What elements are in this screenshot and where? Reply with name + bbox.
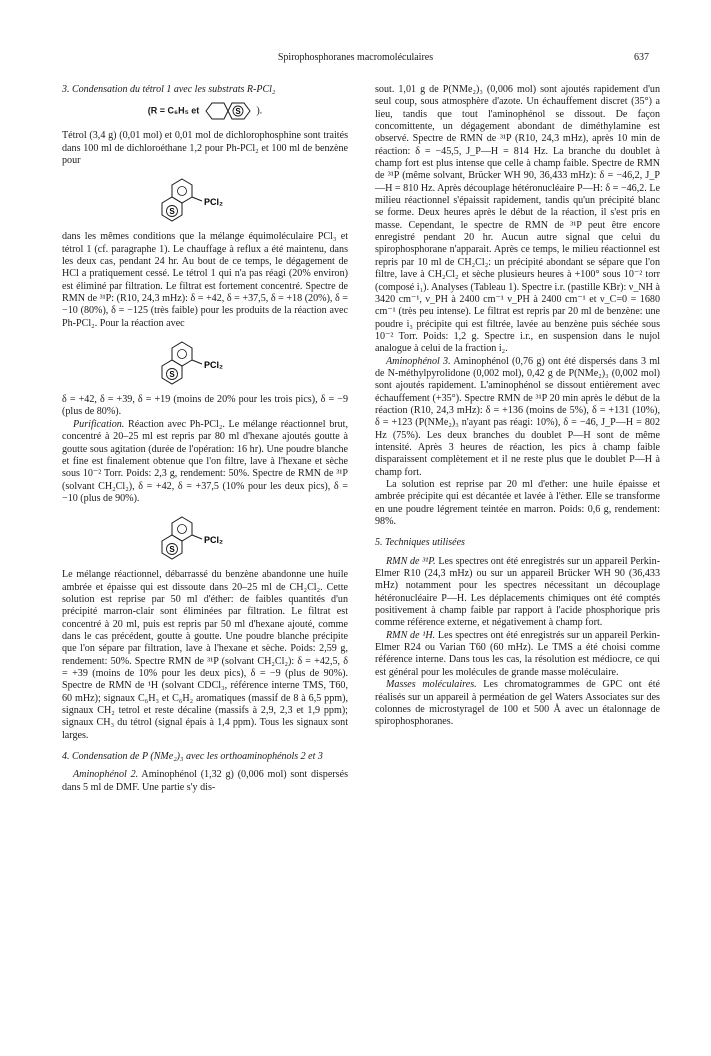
paragraph: RMN de ³¹P. Les spectres ont été enregistrés sur un appareil Perkin-Elmer R10 (24,3 mHz) ou sur un appareil Brücker WH 90 (36,433 mHz) notamment pour les spectres nécessitant un découplage hétéronucléaire P—H. Les déplacements chimiques ont été comptés positivement à champ faible par rapport à l'acide phosphorique pris comme référence externe, et négativement à champ fort. [375,555,660,629]
svg-text:PCl₂: PCl₂ [204,197,224,208]
paragraph: Masses moléculaires. Les chromatogrammes de GPC ont été réalisés sur un appareil à perméation de gel Waters Associates sur des colonnes de microstyragel de 100 et 500 Å avec un étalonnage de spirophosphoranes. [375,679,661,728]
structure-diagram [150,173,260,225]
page-number: 637 [634,52,649,63]
structure-diagram [150,511,260,563]
substituent-formula: (R = C₆H₅ et S ). [62,100,348,122]
paragraph: Le mélange réactionnel, débarrassé du benzène abandonne une huile ambrée et épaisse qui est dissoute dans 20–25 ml de CH₂Cl₂. Cette solution est reprise par 50 ml d'éther: de faibles quantités d'un précipité marron-clair sont éliminées par filtration. Le filtrat est concentré à 20 ml, puis est repris par 50 ml d'hexane ajouté, comme dans le cas précédent, goutte à goutte. Une poudre blanche précipite que l'on sépare par filtration, lave à l'hexane et sèche. Poids: 2,59 g, rendement: 50%. Spectre RMN de ³¹P (solvant CH₂Cl₂): δ = +42,5, δ = +39 (moins de 10% pour les deux pics), δ = −9 (plus de 90%). Spectre de RMN de ¹H (solvant CDCl₃, référence interne TMS, T60, 60 mHz); signaux C₆H₃ et C₆H₂ aromatiques (massif de 8 à 6,5 ppm), signaux CH₂ tetrol et reste décaline (massifs à 2,9, 2,3 et 1,9 ppm); signaux CH₃ du tétrol (signal épais à 1,4 ppm). Tous les signaux sont larges. [62,569,348,741]
right-column [375,84,660,729]
structure-diagram [150,336,260,388]
paragraph: La solution est reprise par 20 ml d'ether: une huile épaisse et ambrée précipite qui est décantée et lavée à l'èther. Elle se transforme en une poudre légrement teintée en marron. Poids: 0,6 g, rendement: 98%. [375,479,660,528]
paragraph: RMN de ¹H. Les spectres ont été enregistrés sur un appareil Perkin-Elmer R24 ou Varian T60 (60 mHz). Le TMS a été choisi comme référence interne. Dans tous les cas, la résolution est médiocre, ce qui est général pour les molécules de grande masse moléculaire. [375,629,660,678]
svg-text:PCl₂: PCl₂ [204,360,224,371]
svg-text:PCl₂: PCl₂ [204,535,224,546]
paragraph: Aminophénol 2. Aminophénol (1,32 g) (0,006 mol) sont dispersés dans 5 ml de DMF. Une partie s'y dis- [62,769,348,793]
section-3-heading: 3. Condensation du tétrol 1 avec les substrats R-PCl₂ [62,84,276,95]
page-header [0,52,711,68]
section-4-heading: 4. Condensation de P (NMe₂)₃ avec les orthoaminophénols 2 et 3 [62,751,323,763]
paragraph: Tétrol (3,4 g) (0,01 mol) et 0,01 mol de dichlorophosphine sont traités dans 100 ml de dichloroéthane 1,2 pour Ph-PCl₂ et 100 ml de benzène pour [62,130,348,167]
paragraph: sout. 1,01 g de P(NMe₂)₃ (0,006 mol) sont ajoutés rapidement d'un seul coup, sous atmosphère d'azote. Un échauffement discret (35°) a lieu, tandis que tout l'aminophénol se dissout. De façon concomittente, un dégagement abondant de diméthylamine est observé. Spectre de RMN de ³¹P (R10, 24,3 mHz), après 10 min de réaction: δ = −45,5, J_P—H = 814 Hz. La branche du doublet à champ fort est plus intense que celle à champ faible. Spectre de RMN de ³¹P (même solvant, Brücker WH 90, 36,433 mHz): δ = −46,2, J_P—H = 810 Hz. Après découplage hétéronucléaire P—H: δ = −46,2. Le milieu réactionnel s'épaissit rapidement, tandis qu'un précipité blanc se forme. Deux heures après le début de la réaction, il s'est pris en masse. Cependant, le spectre de RMN de ³¹P peut être encore enregistré pendant 20 hr. Aucun autre signal que celui du spirophosphorane n'apparait. Après ce temps, le milieu réactionnel est repris par 10 ml de CH₂Cl₂: un précipité abondant se sépare que l'on filtre, lave à CH₂Cl₂ et sèche plusieurs heures à +100° sous 10⁻² torr (composé i₁). Analyses (Tableau 1). Spectre i.r. (pastille KBr): ν_NH à 3420 cm⁻¹, ν_PH à 2400 cm⁻¹ ν_PH à 2400 cm⁻¹ et ν_C=0 = 1680 cm⁻¹ (très peu intense). Le filtrat est repris par 20 ml de benzène: une poudre i₃ précipite qui est filtrée, lavée au benzène puis séchée sous 10⁻² Torr. Poids: 1,2 g. Spectre i.r., en suspension dans le nujol analogue à celui de la fraction i₂. [375,84,660,355]
paragraph: δ = +42, δ = +39, δ = +19 (moins de 20% pour les trois pics), δ = −9 (plus de 80%). [62,394,348,418]
svg-text:S: S [169,370,175,380]
svg-text:S: S [169,545,175,555]
left-column [62,84,348,794]
svg-text:S: S [235,107,241,117]
svg-text:S: S [169,207,175,217]
decalin-ring-icon [202,100,254,122]
section-5-heading: 5. Techniques utilisées [375,537,465,549]
running-title: Spirophosphoranes macromoléculaires [277,52,434,63]
paragraph: dans les mêmes conditions que la mélange équimoléculaire PCl₃ et tétrol 1 (cf. paragraphe 1). Le chauffage à reflux a été maintenu, dans les deux cas, pendant 24 hr. Au bout de ce temps, le dégagement de HCl a pratiquement cessé. Le tétrol 1 qui n'a pas réagi (20% environ) est éliminé par filtration. Le filtrat est fortement concentré. Spectre de RMN de ³¹P: (R10, 24,3 mHz): δ = +42, δ = +37,5, δ = +18 (20%), δ = −10 (80%), δ = −125 (très faible) pour les produits de la réaction avec Ph-PCl₂. Pour la réaction avec [62,231,348,329]
paragraph: Aminophénol 3. Aminophénol (0,76 g) ont été dispersés dans 3 ml de N-méthylpyrolidone (0,002 mol), 0,42 g de P(NMe₂)₃ (0,002 mol) sont ajoutés rapidement. L'aminophénol se dissout entièrement avec échauffement (+35°). Spectre RMN de ³¹P 20 min après le début de la réaction (R10, 24,3 mHz): δ = +136 (moins de 5%), δ = +131 (10%), δ = +123 (P(NMe₂)₃ n'ayant pas réagi: 10%), δ = −46, J_P—H = 802 Hz (75%). Les deux branches du doublet P—H sont de même intensité. Après 3 heures de réaction, les pics à champ faible disparaissent complètement et il ne reste plus que le doublet P—H à champ fort. [375,355,660,478]
paragraph: Purification. Réaction avec Ph-PCl₂. Le mélange réactionnel brut, concentré à 20–25 ml est repris par 80 ml d'hexane ajoutés goutte à goutte sous agitation (durée de l'opération: 16 hr). Une poudre blanche et fine est finalement obtenue que l'on filtre, lave à l'hexane et sèche sous 10⁻² Torr. Poids: 2,3 g, rendement: 50%. Spectre de RMN de ³¹P (solvant CH₂Cl₂), δ = +42, δ = +37,5 (10% pour les deux pics), δ = −10 (plus de 90%). [62,418,348,504]
